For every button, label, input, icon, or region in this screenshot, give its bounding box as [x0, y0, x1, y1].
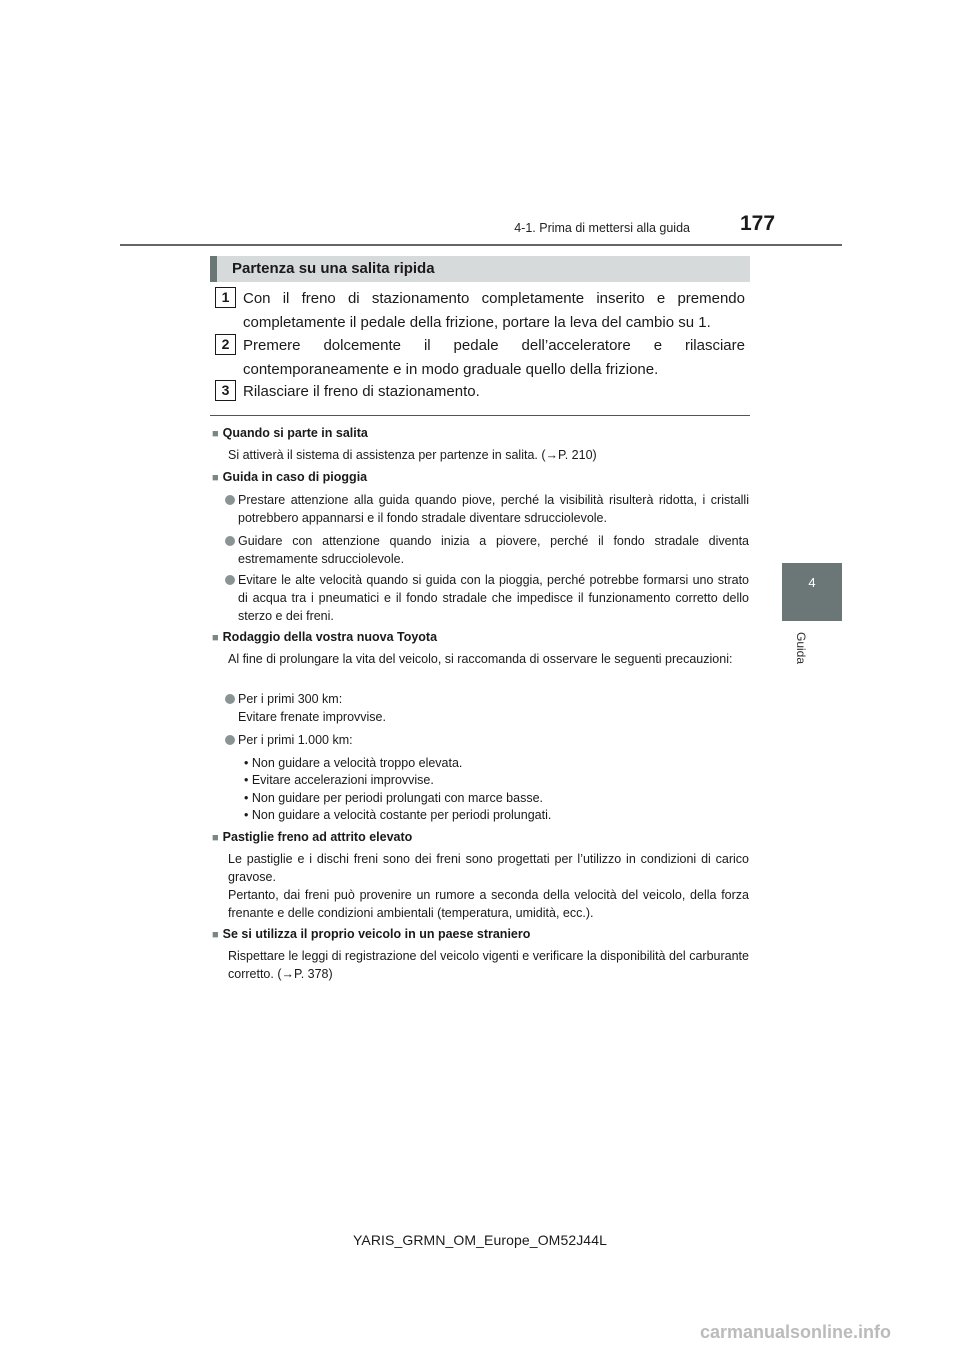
document-code-footer: YARIS_GRMN_OM_Europe_OM52J44L: [353, 1232, 607, 1248]
note-title-salita: ■ Quando si parte in salita: [212, 426, 368, 440]
page-number: 177: [740, 212, 776, 235]
note-text-salita: Si attiverà il sistema di assistenza per partenze in salita. (→P. 210): [228, 448, 597, 462]
bullet-pioggia-1: Prestare attenzione alla guida quando piove, perché la visibilità risulterà ridotta, i cristalli potrebbero appannarsi e il fondo stradale diventare sdrucciolevole.: [238, 493, 749, 525]
step-text-3: Rilasciare il freno di stazionamento.: [243, 383, 480, 400]
bullet-rodaggio-300km-detail: Evitare frenate improvvise.: [238, 710, 386, 724]
note-title-pioggia: ■ Guida in caso di pioggia: [212, 470, 367, 484]
list-item: • Evitare accelerazioni improvvise.: [244, 773, 434, 787]
note-text-pastiglie-2: Pertanto, dai freni può provenire un rumore a seconda della velocità del veicolo, della forza frenante e delle condizioni ambientali (temperatura, umidità, ecc.).: [228, 888, 749, 920]
bullet-dot: [225, 694, 235, 704]
note-title-estero: ■ Se si utilizza il proprio veicolo in un paese straniero: [212, 927, 530, 941]
step-number-1: 1: [215, 287, 236, 308]
step-text-1: Con il freno di stazionamento completamente inserito e premendo completamente il pedale della frizione, portare la leva del cambio su 1.: [243, 290, 745, 331]
bullet-dot: [225, 495, 235, 505]
bullet-rodaggio-300km: Per i primi 300 km:: [238, 692, 343, 706]
bullet-dot: [225, 536, 235, 546]
list-item: • Non guidare per periodi prolungati con marce basse.: [244, 791, 543, 805]
bullet-pioggia-3: Evitare le alte velocità quando si guida con la pioggia, perché potrebbe formarsi uno strato di acqua tra i pneumatici e il fondo stradale che impedisce il funzionamento corretto dello sterzo e dei freni.: [238, 573, 749, 623]
note-text-rodaggio: Al fine di prolungare la vita del veicolo, si raccomanda di osservare le seguenti precauzioni:: [228, 652, 733, 666]
note-title-pastiglie: ■ Pastiglie freno ad attrito elevato: [212, 830, 412, 844]
running-header-section: 4-1. Prima di mettersi alla guida: [514, 221, 690, 235]
note-title-rodaggio: ■ Rodaggio della vostra nuova Toyota: [212, 630, 437, 644]
bullet-dot: [225, 735, 235, 745]
step-number-2: 2: [215, 334, 236, 355]
section-divider: [210, 415, 750, 416]
note-text-estero: Rispettare le leggi di registrazione del veicolo vigenti e verificare la disponibilità del carburante corretto. (→P. 378): [228, 949, 749, 981]
list-item: • Non guidare a velocità troppo elevata.: [244, 756, 463, 770]
step-number-3: 3: [215, 380, 236, 401]
bullet-pioggia-2: Guidare con attenzione quando inizia a piovere, perché il fondo stradale diventa estremamente sdrucciolevole.: [238, 534, 749, 566]
header-rule: [120, 244, 842, 246]
bullet-rodaggio-1000km: Per i primi 1.000 km:: [238, 733, 353, 747]
section-heading: [210, 256, 750, 282]
list-item: • Non guidare a velocità costante per periodi prolungati.: [244, 808, 552, 822]
chapter-tab-label: [792, 632, 812, 682]
chapter-tab: 4: [782, 563, 842, 621]
section-title: Partenza su una salita ripida: [232, 260, 435, 277]
watermark: carmanualsonline.info: [700, 1322, 892, 1342]
bullet-dot: [225, 575, 235, 585]
note-text-pastiglie-1: Le pastiglie e i dischi freni sono dei freni sono progettati per l’utilizzo in condizioni di carico gravose.: [228, 852, 749, 884]
step-text-2: Premere dolcemente il pedale dell’acceleratore e rilasciare contemporaneamente e in modo graduale quello della frizione.: [243, 337, 745, 378]
chapter-label-text: Guida: [794, 632, 808, 665]
